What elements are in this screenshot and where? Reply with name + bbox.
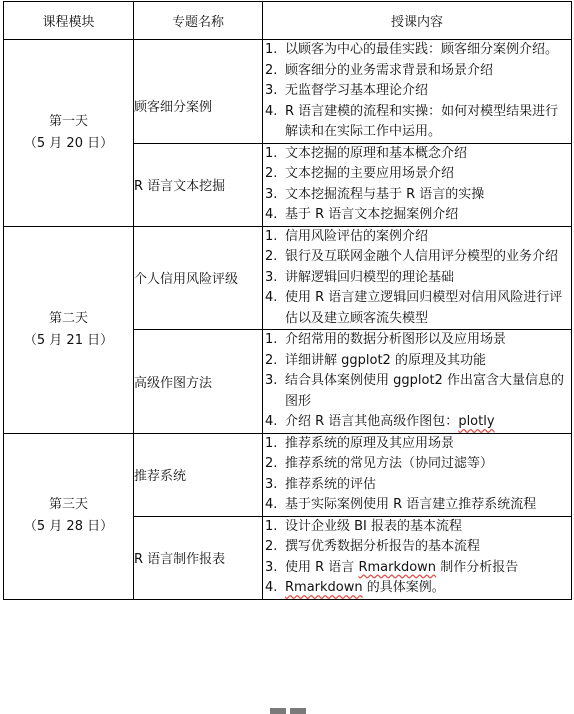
list-item (263, 102, 571, 143)
item-number: 2. (265, 249, 278, 264)
table-row (4, 433, 572, 516)
item-text: 文本挖掘的主要应用场景介绍 (285, 166, 455, 181)
item-number: 1. (265, 228, 278, 244)
topic-title: 个人信用风险评级 (134, 226, 263, 330)
item-number: 1. (265, 518, 278, 534)
list-item (263, 537, 571, 558)
topic-content (263, 433, 572, 516)
header-module: 课程模块 (4, 2, 134, 40)
item-text: 设计企业级 BI 报表的基本流程 (285, 518, 463, 534)
list-item (263, 454, 571, 475)
item-text: 介绍常用的数据分析图形以及应用场景 (285, 332, 507, 347)
item-number: 3. (265, 559, 278, 575)
list-item (263, 185, 571, 206)
list-item (263, 61, 571, 82)
list-item (263, 475, 571, 496)
list-item (263, 81, 571, 102)
table-row (4, 226, 572, 330)
item-text: 使用 R 语言建立逻辑回归模型对信用风险进行评估以及建立顾客流失模型 (285, 290, 563, 326)
topic-title: 推荐系统 (134, 433, 263, 516)
day-cell (4, 433, 134, 599)
content-list (263, 330, 571, 433)
list-item (263, 247, 571, 268)
course-schedule-table (3, 1, 572, 600)
item-number: 4. (265, 497, 278, 512)
item-number: 1. (265, 435, 278, 451)
item-text: 顾客细分的业务需求背景和场景介绍 (285, 62, 494, 78)
topic-content (263, 40, 572, 144)
item-text-before: 使用 R 语言 (285, 559, 359, 575)
list-item (263, 288, 571, 329)
day-name: 第二天 (48, 310, 88, 326)
content-list (263, 434, 571, 516)
list-item (263, 227, 571, 248)
item-text-marked: Rmarkdown (285, 580, 363, 595)
list-item (263, 144, 571, 165)
item-text: R 语言建模的流程和实操：如何对模型结果进行解读和在实际工作中运用。 (285, 103, 559, 139)
table-header-row (4, 2, 572, 40)
content-list (263, 517, 571, 599)
item-number: 2. (265, 456, 278, 471)
list-item (263, 517, 571, 538)
item-text: 基于 R 语言文本挖掘案例介绍 (285, 207, 459, 222)
item-number: 3. (265, 186, 278, 202)
item-number: 3. (265, 83, 278, 98)
list-item (263, 164, 571, 185)
topic-title: 顾客细分案例 (134, 40, 263, 144)
item-number: 4. (265, 290, 278, 305)
list-item (263, 205, 571, 226)
day-name: 第三天 (48, 497, 88, 512)
list-item (263, 495, 571, 516)
list-item (263, 578, 571, 599)
list-item (263, 412, 571, 433)
item-text: 无监督学习基本理论介绍 (285, 83, 429, 98)
header-topic: 专题名称 (134, 2, 263, 40)
topic-title: 高级作图方法 (134, 330, 263, 434)
item-text-after: 制作分析报告 (436, 559, 519, 575)
item-text: 推荐系统的原理及其应用场景 (285, 435, 455, 451)
item-text: 讲解逻辑回归模型的理论基础 (285, 269, 455, 285)
topic-content (263, 226, 572, 330)
list-item (263, 330, 571, 351)
day-date: （5 月 28 日） (23, 519, 114, 534)
page-edge-marker (270, 708, 306, 714)
item-text: 以顾客为中心的最佳实践：顾客细分案例介绍。 (285, 42, 559, 57)
day-name: 第一天 (48, 113, 88, 129)
item-text: 文本挖掘流程与基于 R 语言的实操 (285, 186, 485, 202)
item-text: 基于实际案例使用 R 语言建立推荐系统流程 (285, 497, 537, 512)
content-list (263, 40, 571, 143)
content-list (263, 227, 571, 330)
list-item (263, 434, 571, 455)
topic-content (263, 516, 572, 599)
item-number: 3. (265, 373, 278, 388)
topic-content (263, 330, 572, 434)
list-item (263, 351, 571, 372)
item-number: 2. (265, 539, 278, 554)
item-number: 2. (265, 352, 278, 368)
topic-content (263, 143, 572, 226)
item-text-marked: Rmarkdown (358, 559, 437, 575)
item-number: 1. (265, 332, 278, 347)
item-text-before: 介绍 R 语言其他高级作图包： (285, 414, 459, 429)
item-number: 1. (265, 145, 278, 161)
item-text: 信用风险评估的案例介绍 (285, 228, 429, 244)
day-cell (4, 226, 134, 433)
item-text: 详细讲解 ggplot2 的原理及其功能 (285, 352, 486, 368)
item-text: 银行及互联网金融个人信用评分模型的业务介绍 (285, 249, 559, 264)
topic-title: R 语言制作报表 (134, 516, 263, 599)
item-number: 3. (265, 476, 278, 492)
item-number: 4. (265, 103, 278, 119)
day-date: （5 月 21 日） (23, 332, 114, 348)
item-number: 3. (265, 269, 278, 285)
item-number: 4. (265, 580, 278, 595)
item-number: 2. (265, 62, 278, 78)
content-list (263, 144, 571, 226)
day-cell (4, 40, 134, 227)
day-date: （5 月 20 日） (23, 135, 114, 151)
item-number: 2. (265, 166, 278, 181)
item-text: 结合具体案例使用 ggplot2 作出富含大量信息的图形 (285, 373, 564, 409)
item-text: 推荐系统的常见方法（协同过滤等） (285, 456, 494, 471)
item-text-after: 的具体案例。 (362, 580, 445, 595)
item-text: 推荐系统的评估 (285, 476, 377, 492)
header-content: 授课内容 (263, 2, 572, 40)
table-row (4, 40, 572, 144)
list-item (263, 558, 571, 579)
topic-title: R 语言文本挖掘 (134, 143, 263, 226)
item-text: 撰写优秀数据分析报告的基本流程 (285, 539, 481, 554)
item-text: 文本挖掘的原理和基本概念介绍 (285, 145, 468, 161)
list-item (263, 40, 571, 61)
item-number: 4. (265, 414, 278, 429)
list-item (263, 268, 571, 289)
item-number: 1. (265, 42, 278, 57)
list-item (263, 371, 571, 412)
item-number: 4. (265, 207, 278, 222)
item-text-marked: plotly (458, 414, 495, 429)
